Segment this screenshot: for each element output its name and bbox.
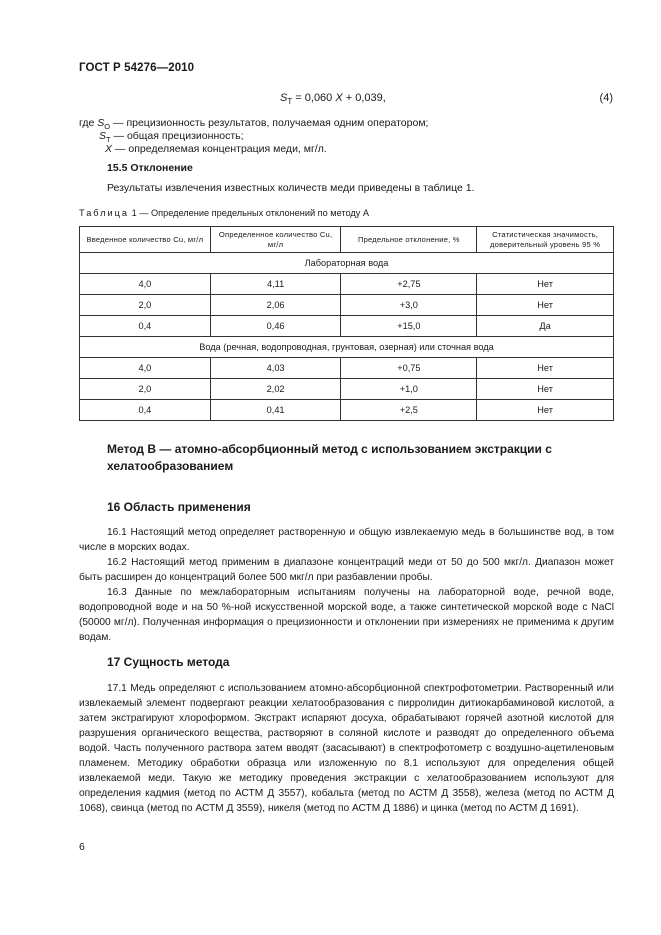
table-cell: 4,03 xyxy=(210,358,341,379)
table-cell: 0,41 xyxy=(210,400,341,421)
table-row xyxy=(80,358,614,379)
table-caption-word: Таблица xyxy=(79,208,130,218)
section-16-3-text: 16.3 Данные по межлабораторным испытаниям получены на лабораторной воде, речной воде, водопроводной воде и на 50 %-ной искусственной морской воде, а также синтетической морской воде с NaCl (50000 мг/л). Полученная информация о прецизионности и отклонении при измерениях не применима к другим водам. xyxy=(79,587,614,643)
section-15-5-text: Результаты извлечения известных количеств меди приведены в таблице 1. xyxy=(107,182,475,194)
col-header-deviation: Предельное отклонение, % xyxy=(341,227,477,253)
section-lab-water: Лабораторная вода xyxy=(80,253,614,274)
formula-rhs-var: X xyxy=(335,92,343,104)
section-15-5-title: 15.5 Отклонение xyxy=(107,162,193,174)
table-row xyxy=(80,400,614,421)
table-cell: +1,0 xyxy=(341,379,477,400)
table-caption-rest: 1 — Определение предельных отклонений по методу А xyxy=(129,208,370,218)
table-cell: 2,06 xyxy=(210,295,341,316)
table-cell: +15,0 xyxy=(341,316,477,337)
s0-sub: O xyxy=(104,122,111,132)
document-header: ГОСТ Р 54276—2010 xyxy=(79,62,195,74)
st-sub: T xyxy=(106,135,111,145)
st-desc: — общая прецизионность; xyxy=(110,130,244,142)
table-cell: Нет xyxy=(477,274,614,295)
table-cell: Нет xyxy=(477,400,614,421)
col-header-determined: Определенное количество Cu, мг/л xyxy=(210,227,341,253)
table-cell: 0,4 xyxy=(80,400,211,421)
table-cell: 4,0 xyxy=(80,274,211,295)
table-cell: 0,46 xyxy=(210,316,341,337)
table-cell: 4,0 xyxy=(80,358,211,379)
table-cell: 4,11 xyxy=(210,274,341,295)
method-b-title: Метод В — атомно-абсорбционный метод с использованием экстракции с хелатообразованием xyxy=(107,442,552,473)
table-row xyxy=(80,295,614,316)
table-cell: +3,0 xyxy=(341,295,477,316)
table-cell: Нет xyxy=(477,379,614,400)
table-cell: +2,5 xyxy=(341,400,477,421)
table-cell: 2,0 xyxy=(80,379,211,400)
formula-rhs-b: + 0,039, xyxy=(342,92,386,104)
formula-lhs-sub: T xyxy=(287,97,293,107)
section-16-2-text: 16.2 Настоящий метод применим в диапазоне концентраций меди от 50 до 500 мкг/л. Диапазон может быть расширен до концентраций более 500 мкг/л при разбавлении пробы. xyxy=(79,557,614,583)
section-17-1-text: 17.1 Медь определяют с использованием атомно-абсорбционной спектрофотометрии. Растворенный или извлекаемый элемент подвергают реакции хелатообразования с пирролидин дитиокарбаминовой кислотой, а затем экстрагируют хлороформом. Экстракт испаряют досуха, обрабатывают горячей азотной кислотой для разрушения органического вещества, растворяют в соляной кислоте и разводят до определенного объема водой. Часть полученного раствора затем вводят (засасывают) в спектрофотометр с воздушно-ацетиленовым пламенем. Методику обработки образца или изложенную по 8.1 используют для определения общей извлекаемой меди. Такую же методику проведения экстракции с хелатообразованием используют для определения кадмия (метод по АСТМ Д 3557), кобальта (метод по АСТМ Д 3558), железа (метод по АСТМ Д 1068), свинца (метод по АСТМ Д 3559), никеля (метод по АСТМ Д 1886) и цинка (метод по АСТМ Д 1691). xyxy=(79,683,614,814)
section-natural-water: Вода (речная, водопроводная, грунтовая, озерная) или сточная вода xyxy=(80,337,614,358)
formula-4 xyxy=(280,92,386,106)
page-number: 6 xyxy=(79,841,85,853)
table-section-row xyxy=(80,337,614,358)
table-header-row xyxy=(80,227,614,253)
st-symbol: S xyxy=(99,130,107,142)
s0-desc: — прецизионность результатов, получаемая одним оператором; xyxy=(110,117,429,129)
table-row xyxy=(80,379,614,400)
formula-lhs-symbol: S xyxy=(280,92,288,104)
table-cell: 0,4 xyxy=(80,316,211,337)
col-header-significance: Статистическая значимость, доверительный уровень 95 % xyxy=(477,227,614,253)
table-cell: 2,0 xyxy=(80,295,211,316)
table-row xyxy=(80,274,614,295)
table-cell: +2,75 xyxy=(341,274,477,295)
where-line-x xyxy=(105,142,327,156)
x-symbol: X xyxy=(105,143,113,155)
where-intro: где xyxy=(79,117,98,129)
table-cell: Нет xyxy=(477,295,614,316)
table-cell: +0,75 xyxy=(341,358,477,379)
table-1 xyxy=(79,226,614,421)
section-16-1-text: 16.1 Настоящий метод определяет растворенную и общую извлекаемую медь в большинстве вод, в том числе в морских водах. xyxy=(79,527,614,553)
x-desc: — определяемая концентрация меди, мг/л. xyxy=(112,143,327,155)
formula-rhs-a: = 0,060 xyxy=(292,92,336,104)
s0-symbol: S xyxy=(97,117,105,129)
table-caption xyxy=(79,208,369,218)
section-16-title: 16 Область применения xyxy=(107,500,251,514)
section-17-title: 17 Сущность метода xyxy=(107,655,230,669)
table-section-row xyxy=(80,253,614,274)
formula-number: (4) xyxy=(599,92,613,104)
table-row xyxy=(80,316,614,337)
table-cell: 2,02 xyxy=(210,379,341,400)
col-header-introduced: Введенное количество Cu, мг/л xyxy=(80,227,211,253)
table-cell: Да xyxy=(477,316,614,337)
table-cell: Нет xyxy=(477,358,614,379)
